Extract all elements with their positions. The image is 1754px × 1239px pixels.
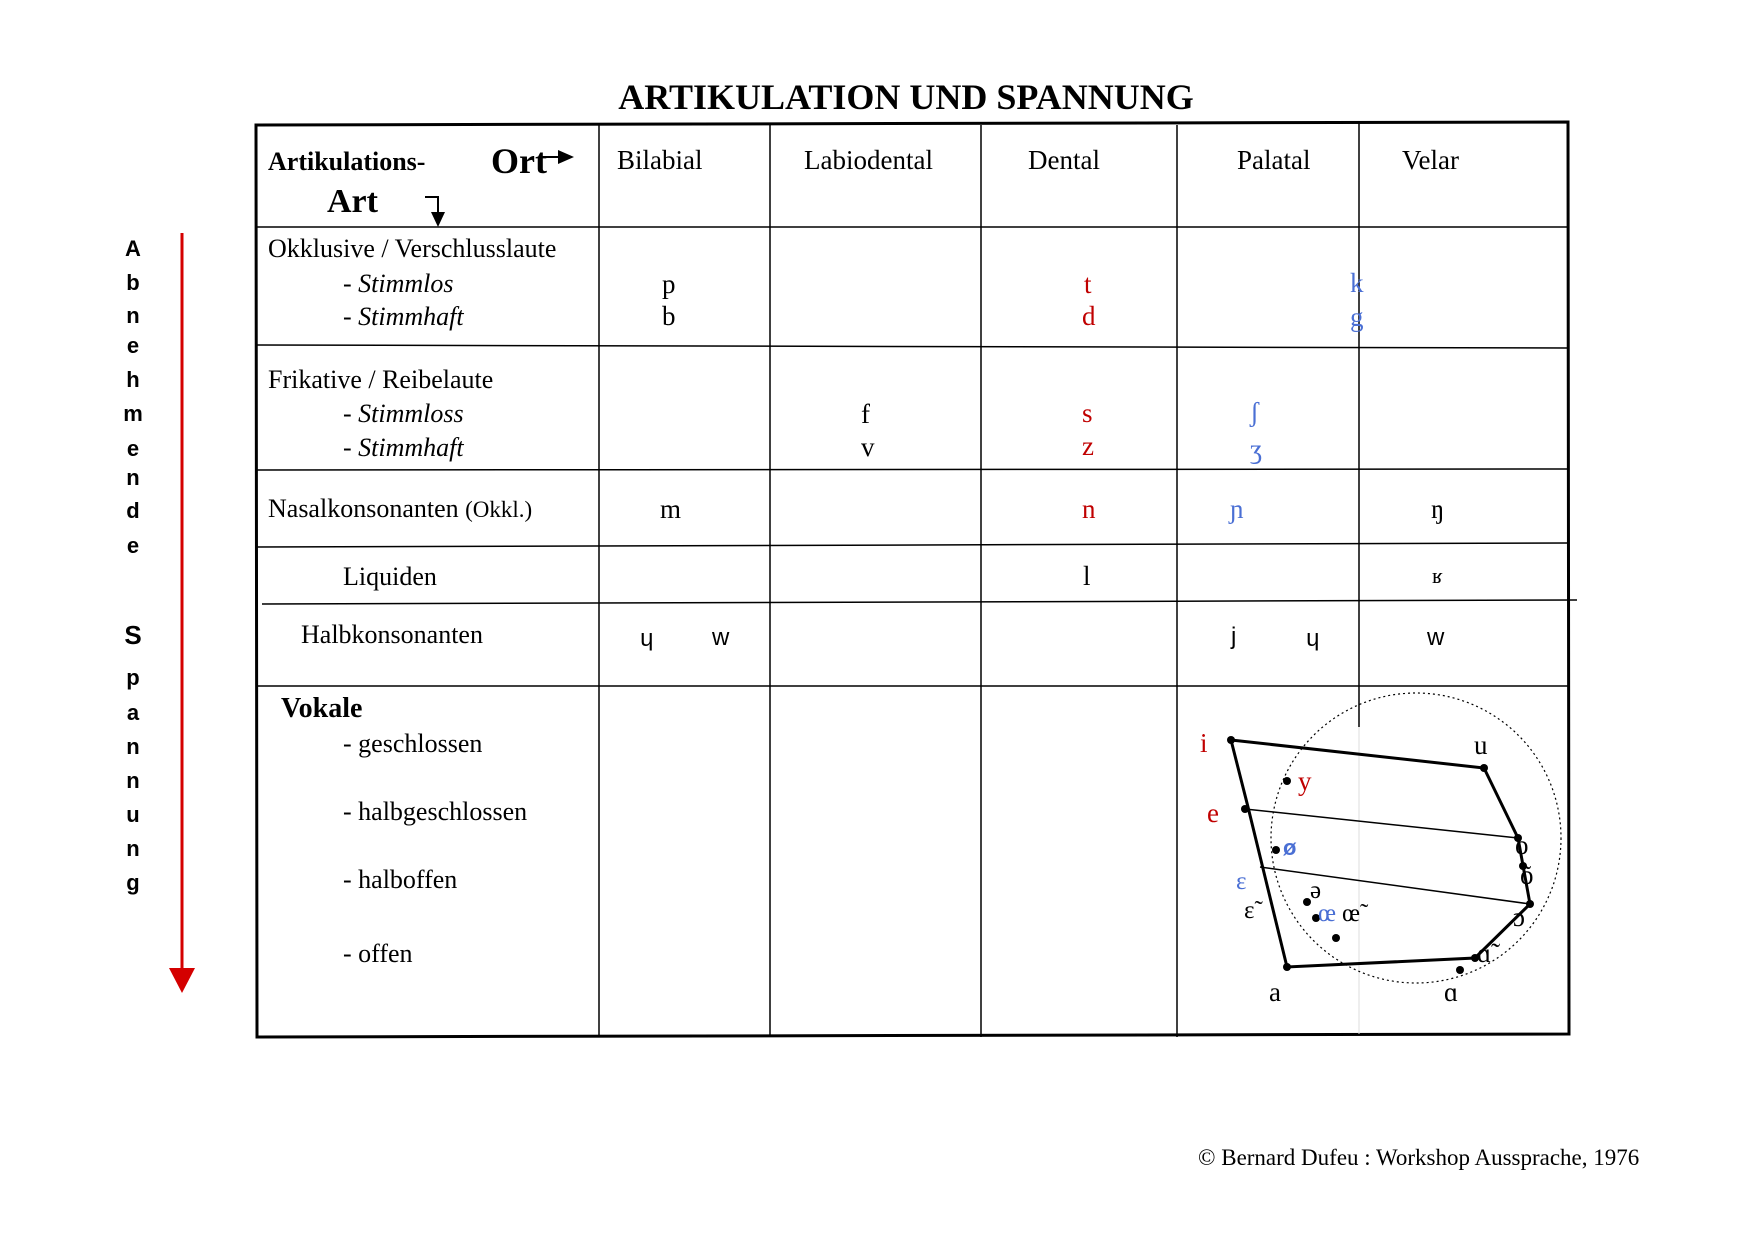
vowel-oe-nasal: œ̃	[1342, 900, 1361, 927]
vert-letter: A	[125, 236, 141, 261]
sym-g: g	[1350, 302, 1364, 332]
vowel-o-nasal: õ	[1520, 860, 1534, 890]
vert-letter: n	[126, 768, 140, 793]
col-bilabial: Bilabial	[617, 145, 703, 175]
vowel-open-o: ɔ	[1513, 902, 1525, 932]
vert-letter: p	[126, 665, 140, 690]
sym-k: k	[1350, 268, 1364, 298]
sym-sh: ʃ	[1250, 397, 1259, 427]
row-line-5	[262, 600, 1577, 604]
row-nasal	[268, 494, 532, 524]
vert-letter: b	[126, 270, 140, 295]
sym-n: n	[1082, 494, 1096, 524]
vert-letter: d	[126, 498, 140, 523]
sym-zh: ʒ	[1250, 434, 1262, 464]
sym-t: t	[1084, 269, 1092, 299]
sym-s: s	[1082, 398, 1093, 428]
vowel-oe: œ	[1318, 900, 1337, 927]
ort-arrow-icon	[558, 150, 574, 164]
sym-nj: ɲ	[1230, 494, 1244, 524]
row-vokale: Vokale	[281, 693, 363, 724]
vokale-halboffen: - halboffen	[343, 865, 458, 894]
vowel-schwa: ə	[1310, 877, 1322, 904]
row-line-4	[256, 543, 1568, 547]
vowel-o-slash: ø	[1283, 835, 1297, 860]
sym-m: m	[660, 494, 682, 524]
row-halbkonsonanten: Halbkonsonanten	[301, 620, 483, 649]
sym-pal-turned-h: ɥ	[1306, 625, 1320, 652]
vokale-halbgeschlossen: - halbgeschlossen	[343, 797, 528, 826]
tension-arrow-icon	[169, 968, 195, 993]
sym-vel-w: w	[1427, 624, 1445, 651]
vert-letter: n	[126, 303, 140, 328]
sym-b: b	[662, 301, 676, 331]
vert-letter: n	[126, 836, 140, 861]
col-palatal: Palatal	[1237, 145, 1311, 175]
vert-letter: n	[126, 465, 140, 490]
page-title: ARTIKULATION UND SPANNUNG	[618, 77, 1194, 117]
okklusive-stimmlos: - Stimmlos	[343, 269, 454, 298]
row-line-2	[256, 345, 1568, 348]
row-line-3	[256, 469, 1568, 470]
row-frikative: Frikative / Reibelaute	[268, 365, 494, 394]
sym-pal-j: j	[1231, 623, 1237, 650]
vert-letter: e	[126, 333, 140, 358]
sym-bil-w: w	[712, 624, 730, 651]
row-liquiden: Liquiden	[343, 562, 437, 591]
vowel-line-1	[1245, 809, 1518, 838]
sym-d: d	[1082, 301, 1096, 331]
sym-r: ʁ	[1432, 563, 1443, 588]
vowel-y: y	[1298, 766, 1312, 796]
col-velar: Velar	[1402, 145, 1459, 175]
sym-ng: ŋ	[1431, 494, 1445, 524]
vert-letter: n	[126, 734, 140, 759]
vowel-e: e	[1207, 798, 1219, 828]
vert-letter: m	[123, 401, 143, 426]
art-label-2: Art	[327, 183, 378, 220]
sym-v: v	[861, 432, 875, 462]
vokale-geschlossen: - geschlossen	[343, 729, 483, 758]
vert-letter: a	[126, 700, 140, 725]
frikative-stimmhaft: - Stimmhaft	[343, 433, 464, 462]
nasal-title: Nasalkonsonanten	[268, 494, 459, 523]
art-arrow-icon	[431, 212, 445, 227]
okklusive-stimmhaft: - Stimmhaft	[343, 302, 464, 331]
row-okklusive: Okklusive / Verschlusslaute	[268, 234, 557, 263]
copyright-footer: © Bernard Dufeu : Workshop Aussprache, 1976	[1198, 1145, 1640, 1170]
vert-letter: e	[126, 436, 140, 461]
sym-p: p	[662, 269, 676, 299]
vowel-u: u	[1474, 730, 1488, 760]
vowel-i: i	[1200, 728, 1208, 758]
vowel-a-back-nasal: ɑ̃	[1477, 938, 1492, 968]
vert-letter: u	[126, 802, 140, 827]
vowel-o: o	[1515, 830, 1529, 860]
sym-f: f	[861, 399, 870, 429]
vert-letter: h	[126, 367, 140, 392]
nasal-suffix: (Okkl.)	[465, 497, 533, 522]
col-labiodental: Labiodental	[804, 145, 933, 175]
vert-letter: S	[124, 620, 142, 650]
vowel-a-back: ɑ	[1444, 977, 1459, 1007]
art-label-1: Artikulations-	[268, 147, 426, 176]
sym-z: z	[1082, 431, 1094, 461]
vert-letter: g	[126, 870, 140, 895]
vert-letter: e	[126, 533, 140, 558]
vowel-a: a	[1269, 977, 1281, 1007]
vowel-line-2	[1260, 867, 1530, 904]
ort-label: Ort	[491, 141, 547, 181]
vowel-epsilon-nasal: ɛ̃	[1244, 897, 1255, 924]
sym-bil-turned-h: ɥ	[640, 625, 654, 652]
vowel-epsilon: ɛ	[1236, 868, 1247, 895]
col-dental: Dental	[1028, 145, 1100, 175]
frikative-stimmloss: - Stimmloss	[343, 399, 464, 428]
sym-l: l	[1083, 561, 1091, 591]
vokale-offen: - offen	[343, 939, 413, 968]
